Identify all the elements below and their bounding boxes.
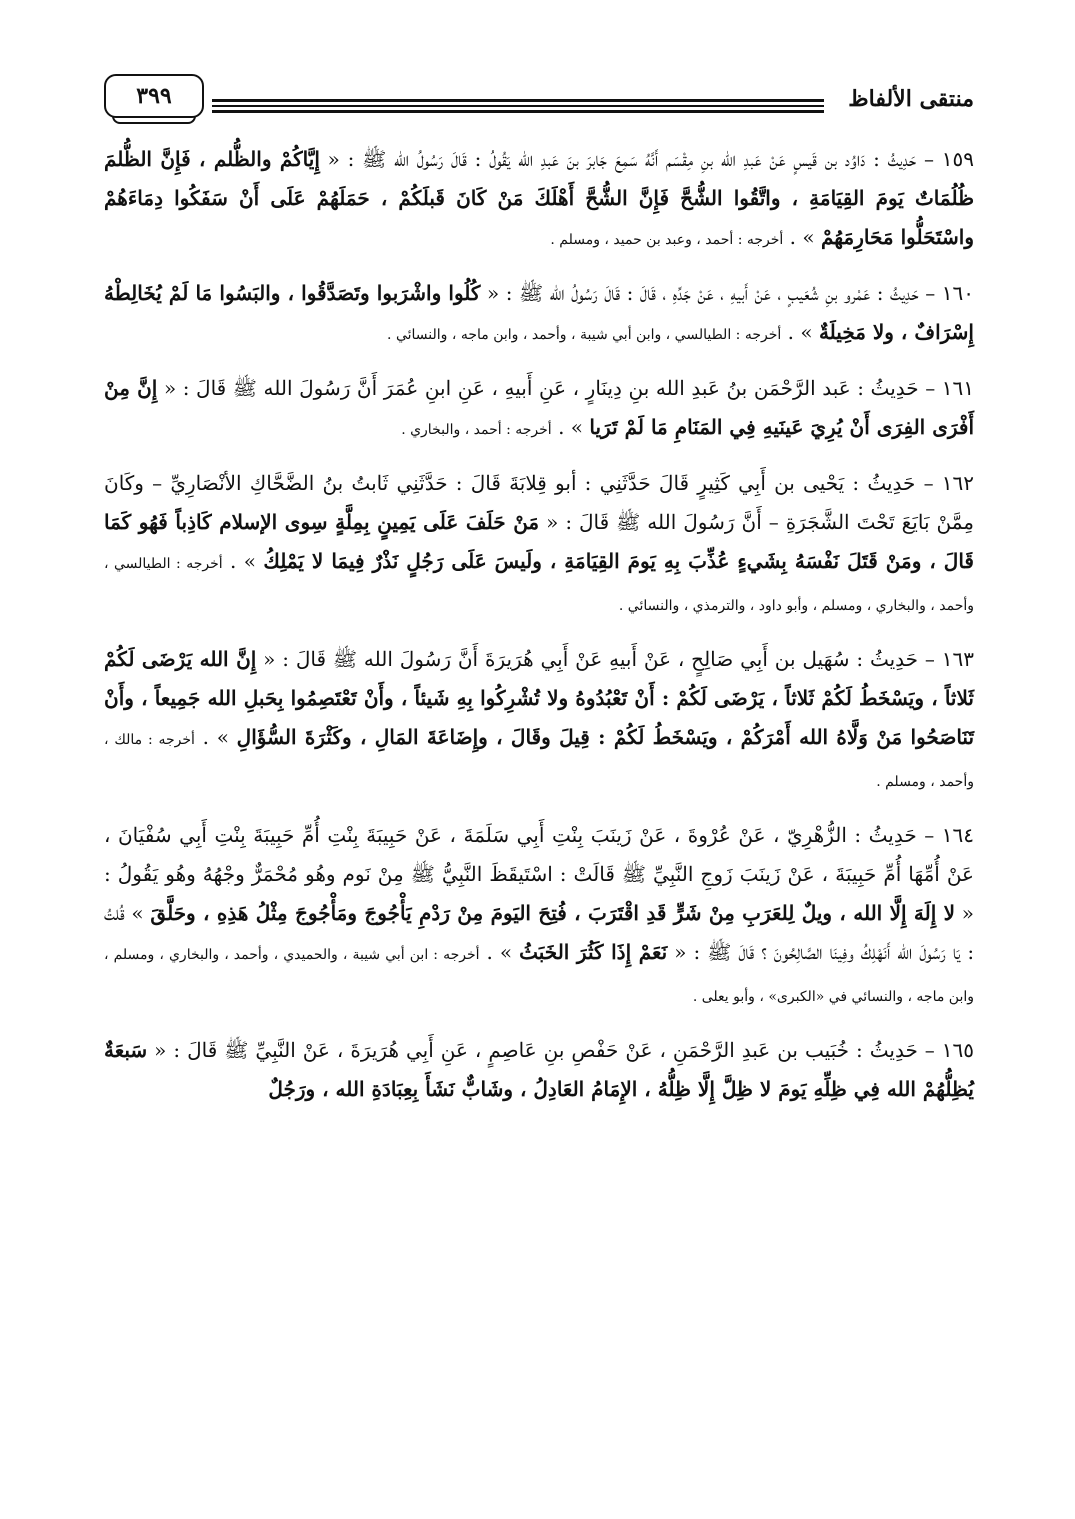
hadith-takhrij: أخرجه : ابن أبي شيبة ، والحميدي ، وأحمد ، والبخاري ، ومسلم ، وابن ماجه ، والنسائي في «الكبرى» ، وأبو يعلى .	[104, 947, 974, 1005]
hadith-closing: » .	[787, 320, 813, 344]
hadith-chain: – حَدِيثُ : يَحْيى بن أَبِي كَثِيرٍ قَالَ حَدَّثَنِي : أبو قِلابَةَ قَالَ : حَدَّثَنِي ثَابتُ بنُ الضَّحَّاكِ الأنْصَارِيِّ – وكَانَ مِمَّنْ بَايَعَ تَحْتَ الشَّجَرَةِ – أَنَّ رَسُولَ الله ﷺ قَالَ : «	[104, 471, 975, 534]
hadith-closing: » .	[789, 225, 815, 249]
hadith-entry	[104, 640, 974, 802]
header-rule	[212, 110, 824, 113]
hadith-text: إِنَّ الله يَرْضَى لَكُمْ ثَلاثاً ، ويَسْخَطُ لَكُمْ ثَلاثاً ، يَرْضَى لَكُمْ : أَنْ تَعْبُدُوهُ ولا تُشْرِكُوا بِهِ شَيئاً ، وأَنْ تَعْتَصِمُوا بِحَبلِ الله جَمِيعاً ، وأَنْ تَنَاصَحُوا مَنْ وَلَّاهُ الله أَمْرَكُمْ ، ويَسْخَطُ لَكُمْ : قِيلَ وقَالَ ، وإِضَاعَةَ المَالِ ، وكَثْرَةَ السُّؤَالِ	[104, 647, 975, 749]
hadith-text: إِيَّاكُمْ والظُّلم ، فَإِنَّ الظُّلمَ ظُلُمَاتٌ يَومَ القِيَامَةِ ، واتَّقُوا الشُّحَّ فَإِنَّ الشُّحَّ أَهْلَكَ مَنْ كَانَ قَبلَكُمْ ، حَمَلَهُمْ عَلَى أَنْ سَفَكُوا دِمَاءَهُمْ واسْتَحَلُّوا مَحَارِمَهُمْ	[104, 147, 974, 249]
hadith-chain: – حَدِيثُ : دَاوُد بن قَيسٍ عَنْ عَبدِ الله بنِ مِقْسَم أَنَّهُ سَمِعَ جَابرَ بنَ عَبدِ الله يَقُولُ : قَالَ رَسُولُ الله ﷺ : «	[327, 147, 935, 171]
hadith-closing: » .	[486, 940, 513, 964]
hadith-text: سَبعَةٌ يُظِلُّهُمْ الله فِي ظِلِّهِ يَومَ لا ظِلَّ إِلَّا ظِلُّهُ ، الإِمَامُ العَادِلُ ، وشَابٌّ نَشَأَ بِعِبَادَةِ الله ، ورَجُلٌ	[104, 1038, 974, 1101]
hadith-number: ١٥٩	[941, 147, 975, 171]
page-body	[104, 140, 974, 1123]
hadith-number: ١٦٤	[941, 823, 975, 847]
hadith-chain: – حَدِيثُ : سُهَيل بن أَبِي صَالِحٍ ، عَنْ أَبيهِ عَنْ أَبِي هُرَيرَةَ أَنَّ رَسُولَ الله ﷺ قَالَ : «	[263, 647, 935, 671]
hadith-text-reply: نَعَمْ إِذَا كَثُرَ الخَبَثُ	[519, 940, 668, 964]
page-number-box	[104, 74, 204, 118]
hadith-chain: – حَدِيثُ : عَمْرو بنِ شُعَيبٍ ، عَنْ أَبيهِ ، عَنْ جَدِّهِ ، قَالَ : قَالَ رَسُولُ الله ﷺ : «	[486, 281, 936, 305]
hadith-text: كُلُوا واشْرَبوا وتَصَدَّقُوا ، والبَسُوا مَا لَمْ يُخَالِطْهُ إِسْرَافٌ ، ولا مَخِيلَةٌ	[104, 281, 974, 344]
hadith-closing: » .	[202, 725, 229, 749]
book-title: منتقى الألفاظ	[848, 86, 974, 112]
hadith-entry	[104, 464, 974, 626]
hadith-entry	[104, 816, 974, 1017]
hadith-closing: » .	[558, 415, 584, 439]
hadith-number: ١٦٢	[941, 471, 975, 495]
hadith-chain: – حَدِيثُ : الزُّهْرِيّ ، عَنْ عُرْوةَ ، عَنْ زَينَبَ بِنْتِ أَبِي سَلَمَةَ ، عَنْ حَبِيبَةَ بِنْتِ أُمِّ حَبِيبَةَ بِنْتِ أَبِي سُفْيَانَ ، عَنْ أُمِّهَا أُمِّ حَبِيبَةَ ، عَنْ زَينَبَ زَوجِ النَّبِيِّ ﷺ قَالَتْ : اسْتَيقَظَ النَّبِيُّ ﷺ مِنْ نَوم وهُو مُحْمَرٌّ وجْهُهُ وهُو يَقُولُ : «	[104, 823, 975, 925]
hadith-takhrij: أخرجه : الطيالسي ، وأحمد ، والبخاري ، ومسلم ، وأبو داود ، والترمذي ، والنسائي .	[104, 556, 974, 614]
hadith-entry	[104, 140, 974, 260]
hadith-dialogue: » قُلتُ : يَا رَسُولَ الله أَنَهْلِكُ وفِينَا الصَّالِحُونَ ؟ قَالَ ﷺ : «	[104, 901, 975, 964]
page-header	[104, 72, 974, 128]
header-rule	[212, 105, 824, 107]
header-rule	[212, 99, 824, 102]
hadith-entry	[104, 369, 974, 450]
hadith-takhrij: أخرجه : أحمد ، وعبد بن حميد ، ومسلم .	[550, 232, 784, 248]
hadith-chain: – حَدِيثُ : عَبد الرَّحْمَن بنُ عَبدِ الله بنِ دِينَارٍ ، عَنِ أَبيهِ ، عَنِ ابنِ عُمَرَ أَنَّ رَسُولَ الله ﷺ قَالَ : «	[163, 376, 936, 400]
hadith-text: إِنَّ مِنْ أَفْرَى الفِرَى أَنْ يُرِيَ عَينَيهِ فِي المَنَامِ مَا لَمْ تَرَيا	[104, 376, 974, 439]
hadith-takhrij: أخرجه : مالك ، وأحمد ، ومسلم .	[104, 732, 974, 790]
hadith-chain: – حَدِيثُ : خُبَيب بن عَبدِ الرَّحْمَنِ ، عَنْ حَفْصِ بنِ عَاصِمٍ ، عَنِ أَبِي هُرَيرَةَ ، عَنْ النَّبِيِّ ﷺ قَالَ : «	[154, 1038, 935, 1062]
hadith-number: ١٦٠	[941, 281, 975, 305]
hadith-text: لا إِلَهَ إِلَّا الله ، ويلٌ لِلعَرَبِ مِنْ شَرٍّ قَدِ اقْتَرَبَ ، فُتِحَ اليَومَ مِنْ رَدْمِ يَأْجُوجَ ومَأْجُوجَ مِثْلُ هَذِهِ ، وحَلَّقَ	[150, 901, 956, 925]
hadith-takhrij: أخرجه : الطيالسي ، وابن أبي شيبة ، وأحمد ، وابن ماجه ، والنسائي .	[387, 327, 782, 343]
hadith-text: مَنْ حَلَفَ عَلَى يَمِينٍ بِمِلَّةٍ سِوى الإسلام كَاذِباً فَهُو كَمَا قَالَ ، ومَنْ قَتَلَ نَفْسَهُ بِشَيءٍ عُذِّبَ بِهِ يَومَ القِيَامَةِ ، ولَيسَ عَلَى رَجُلٍ نَذْرٌ فِيمَا لا يَمْلِكُ	[104, 510, 974, 573]
header-rules	[212, 99, 824, 111]
hadith-number: ١٦١	[941, 376, 975, 400]
hadith-number: ١٦٥	[941, 1038, 975, 1062]
hadith-entry	[104, 1031, 974, 1109]
page-number: ٣٩٩	[136, 83, 172, 109]
hadith-number: ١٦٣	[941, 647, 974, 671]
hadith-entry	[104, 274, 974, 355]
hadith-takhrij: أخرجه : أحمد ، والبخاري .	[401, 422, 552, 438]
hadith-closing: » .	[230, 549, 256, 573]
